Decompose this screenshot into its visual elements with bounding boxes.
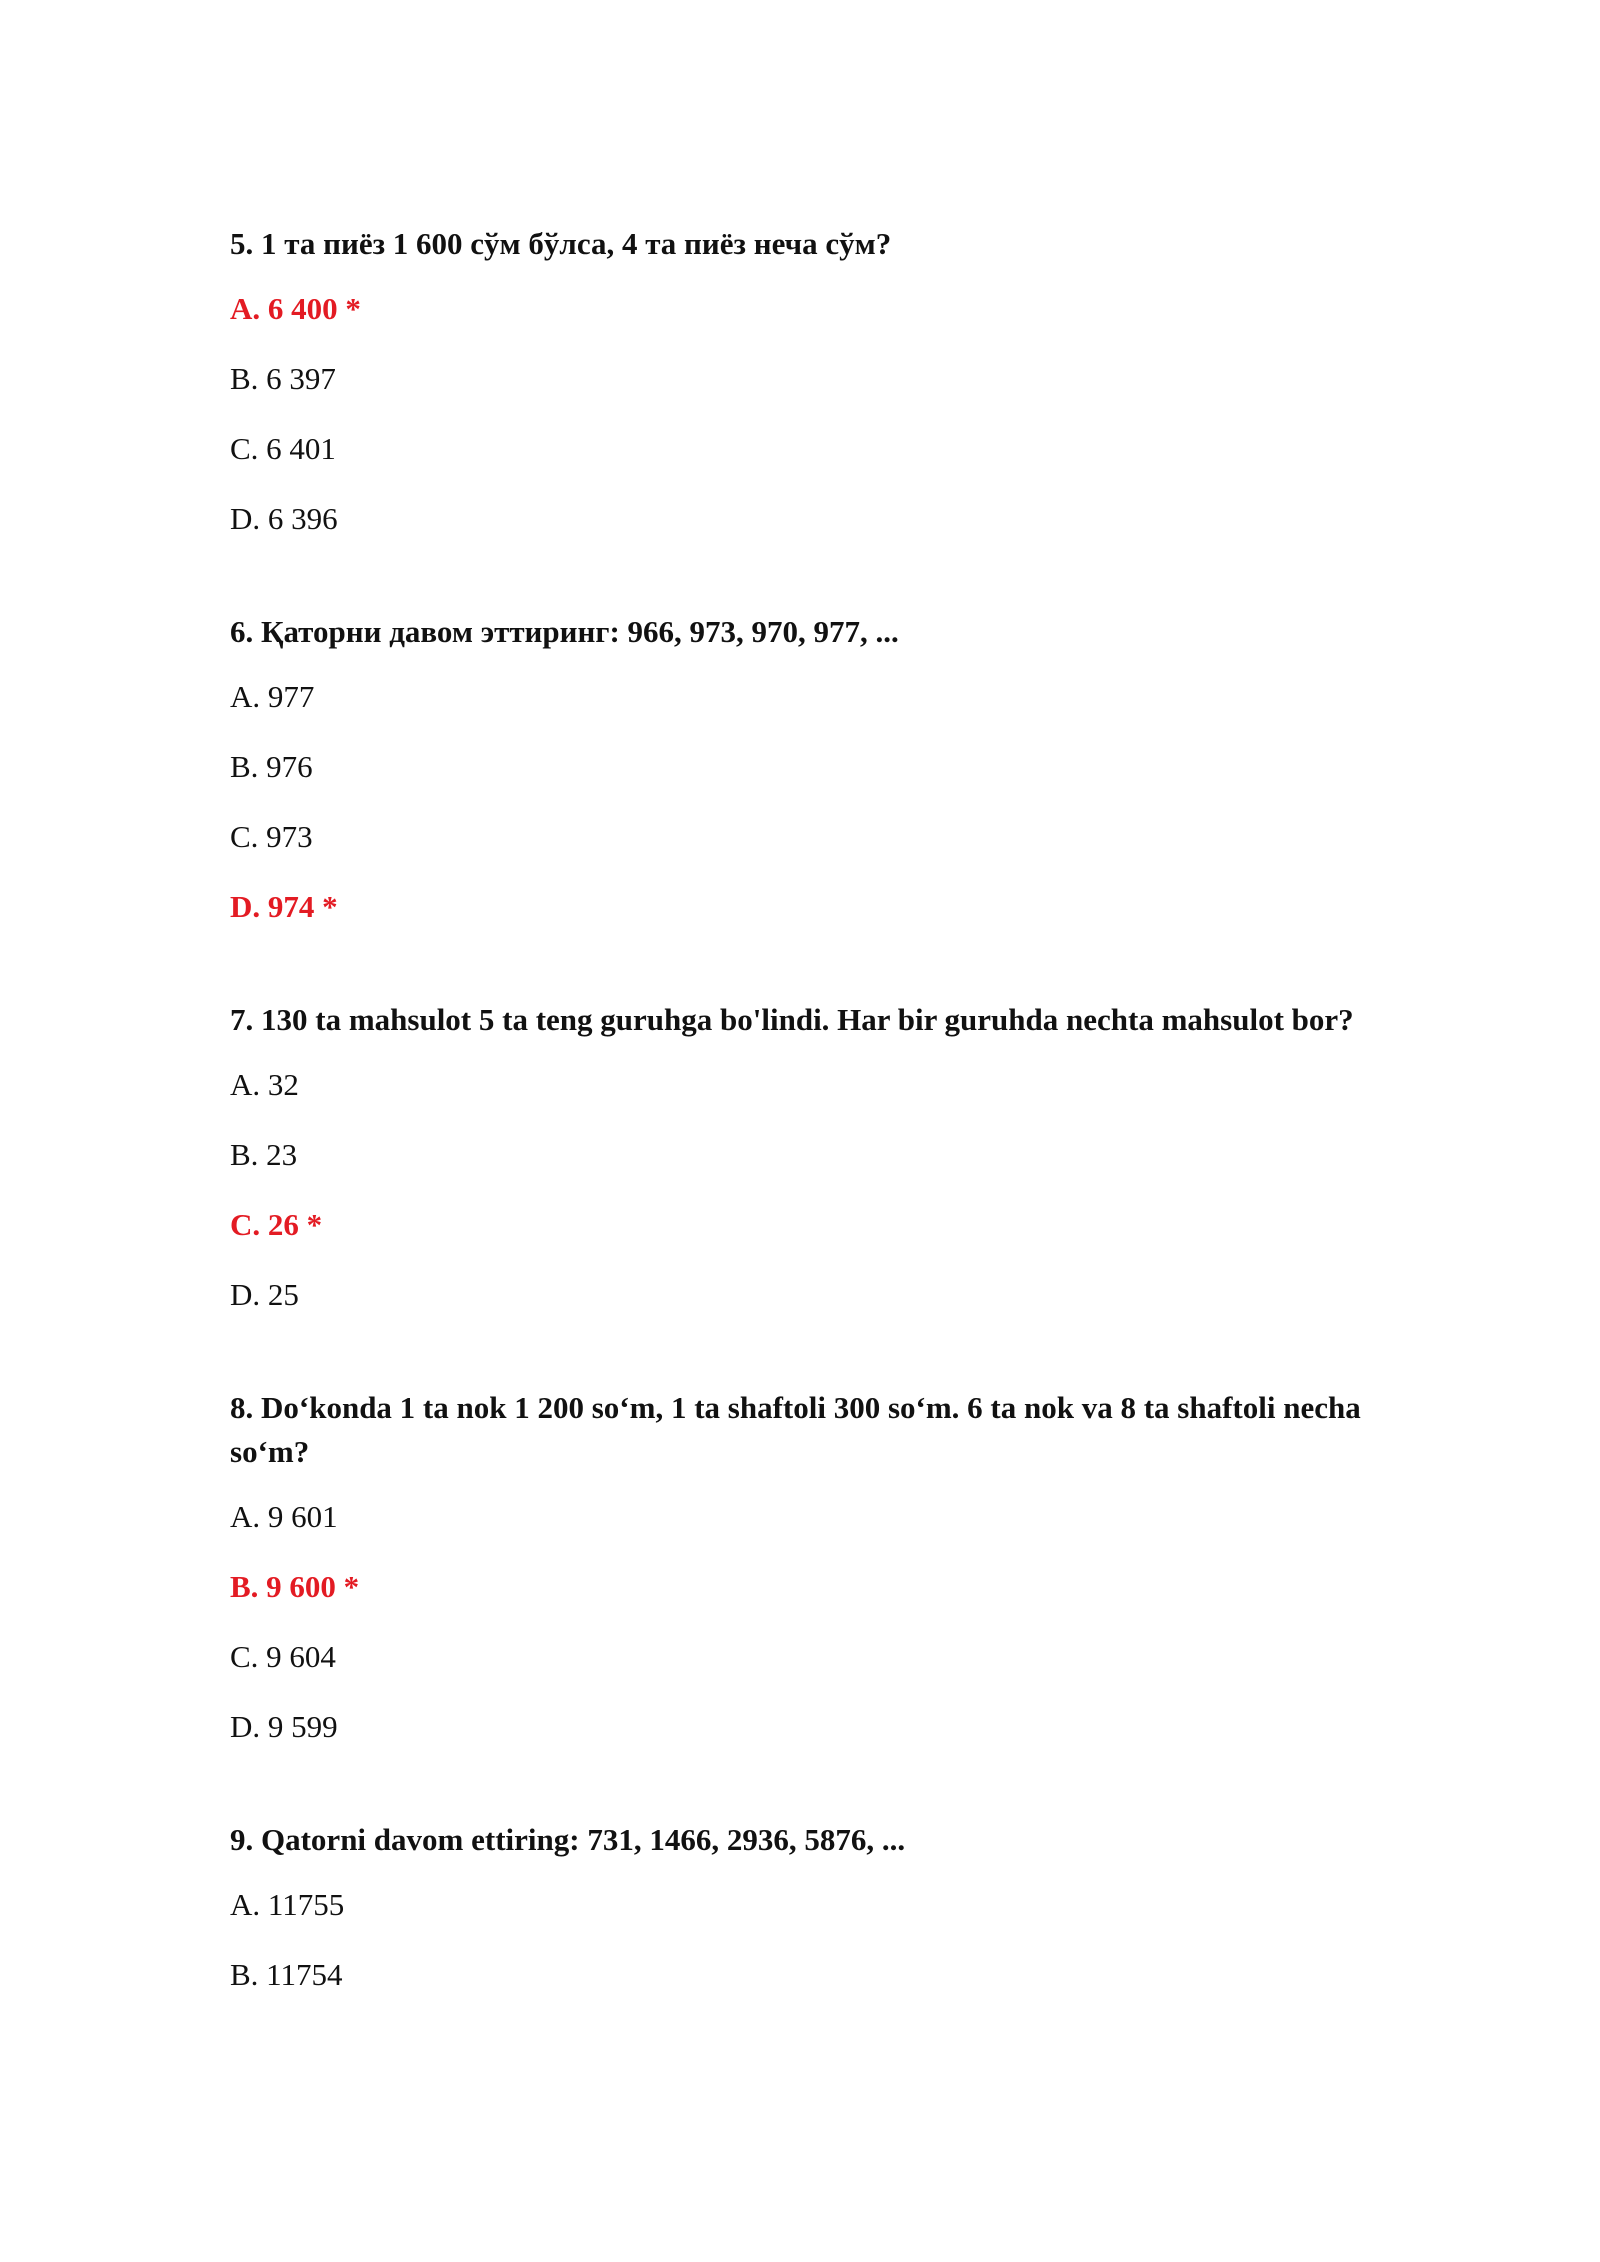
option-a-correct: A. 6 400 * <box>230 291 361 326</box>
option-a: A. 9 601 <box>230 1499 338 1534</box>
option-b: B. 11754 <box>230 1957 343 1992</box>
option-d: D. 9 599 <box>230 1709 338 1744</box>
option-c: C. 9 604 <box>230 1639 336 1674</box>
option-a: A. 11755 <box>230 1887 345 1922</box>
option-b: B. 976 <box>230 749 313 784</box>
question-7 <box>230 998 1410 1313</box>
question-8 <box>230 1386 1410 1745</box>
question-5 <box>230 222 1410 537</box>
option-c-correct: C. 26 * <box>230 1207 323 1242</box>
quiz-content <box>230 222 1410 2066</box>
option-b: B. 6 397 <box>230 361 336 396</box>
option-a: A. 32 <box>230 1067 299 1102</box>
option-d-correct: D. 974 * <box>230 889 338 924</box>
option-d: D. 25 <box>230 1277 299 1312</box>
option-c: C. 973 <box>230 819 313 854</box>
question-9 <box>230 1818 1410 1993</box>
option-b: B. 23 <box>230 1137 298 1172</box>
question-text: 8. Do‘konda 1 ta nok 1 200 so‘m, 1 ta shaftoli 300 so‘m. 6 ta nok va 8 ta shaftoli necha so‘m? <box>230 1390 1361 1469</box>
question-6 <box>230 610 1410 925</box>
option-b-correct: B. 9 600 * <box>230 1569 360 1604</box>
question-text: 6. Қаторни давом эттиринг: 966, 973, 970, 977, ... <box>230 614 899 649</box>
option-d: D. 6 396 <box>230 501 338 536</box>
question-text: 9. Qatorni davom ettiring: 731, 1466, 2936, 5876, ... <box>230 1822 906 1857</box>
question-text: 5. 1 та пиёз 1 600 сўм бўлса, 4 та пиёз неча сўм? <box>230 226 892 261</box>
option-a: A. 977 <box>230 679 315 714</box>
option-c: C. 6 401 <box>230 431 336 466</box>
question-text: 7. 130 ta mahsulot 5 ta teng guruhga bo'lindi. Har bir guruhda nechta mahsulot bor? <box>230 1002 1354 1037</box>
